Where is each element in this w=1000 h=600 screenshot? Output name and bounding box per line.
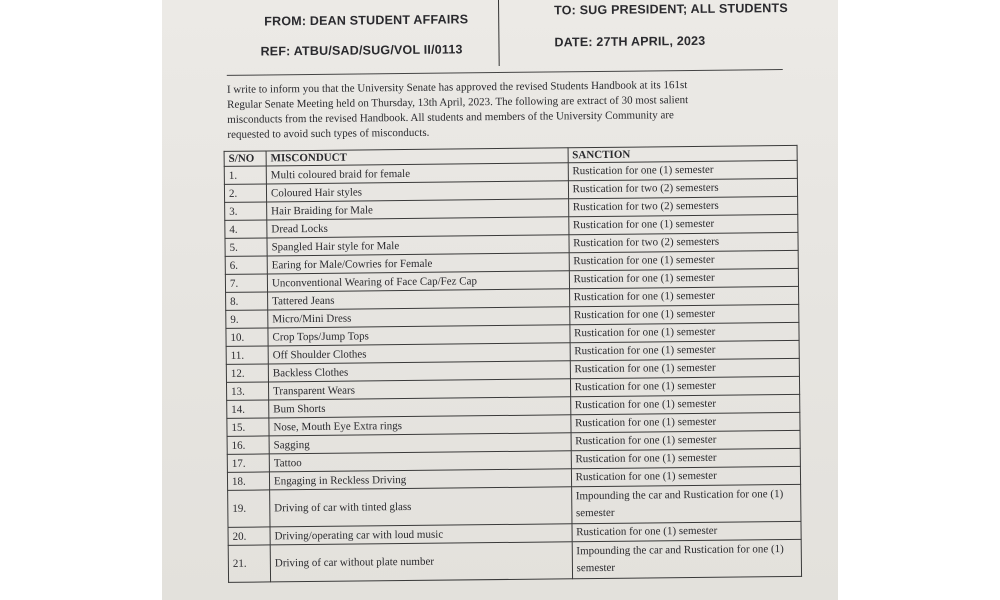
- row-misconduct: Unconventional Wearing of Face Cap/Fez Cap: [267, 271, 569, 292]
- row-sanction: Rustication for one (1) semester: [571, 448, 801, 468]
- row-sanction: Rustication for one (1) semester: [572, 521, 802, 541]
- misconduct-table: [224, 145, 802, 583]
- row-misconduct: Off Shoulder Clothes: [268, 343, 570, 364]
- header-misconduct: MISCONDUCT: [266, 148, 568, 166]
- memo-from: FROM: DEAN STUDENT AFFAIRS: [264, 12, 469, 29]
- row-sno: 16.: [227, 436, 269, 454]
- row-sanction: Rustication for one (1) semester: [570, 358, 800, 378]
- row-sanction: Impounding the car and Rustication for one (1) semester: [571, 484, 801, 523]
- row-misconduct: Engaging in Reckless Driving: [269, 469, 571, 490]
- row-misconduct: Transparent Wears: [268, 379, 570, 400]
- row-sanction: Rustication for one (1) semester: [569, 250, 799, 270]
- row-sno: 6.: [225, 256, 267, 274]
- row-sno: 13.: [226, 382, 268, 400]
- row-sanction: Rustication for two (2) semesters: [569, 232, 799, 252]
- row-sno: 11.: [226, 346, 268, 364]
- row-sanction: Rustication for one (1) semester: [568, 160, 798, 180]
- memo-date: DATE: 27TH APRIL, 2023: [554, 33, 706, 50]
- row-misconduct: Backless Clothes: [268, 361, 570, 382]
- row-sanction: Rustication for one (1) semester: [570, 394, 800, 414]
- row-misconduct: Driving/operating car with loud music: [270, 524, 572, 545]
- row-misconduct: Driving of car with tinted glass: [270, 487, 572, 527]
- row-sno: 17.: [227, 454, 269, 472]
- row-misconduct: Micro/Mini Dress: [268, 307, 570, 328]
- header-sno: S/NO: [224, 151, 266, 166]
- row-misconduct: Sagging: [269, 433, 571, 454]
- row-misconduct: Dread Locks: [267, 217, 569, 238]
- row-misconduct: Bum Shorts: [269, 397, 571, 418]
- row-sno: 19.: [228, 490, 270, 527]
- row-sno: 8.: [226, 292, 268, 310]
- row-misconduct: Multi coloured braid for female: [266, 163, 568, 184]
- row-sno: 2.: [224, 184, 266, 202]
- row-sno: 15.: [227, 418, 269, 436]
- row-sanction: Rustication for one (1) semester: [569, 286, 799, 306]
- row-misconduct: Tattoo: [269, 451, 571, 472]
- row-sanction: Rustication for one (1) semester: [568, 214, 798, 234]
- row-sno: 20.: [228, 527, 270, 545]
- row-sanction: Rustication for one (1) semester: [571, 430, 801, 450]
- row-sanction: Rustication for one (1) semester: [569, 304, 799, 324]
- row-sno: 9.: [226, 310, 268, 328]
- row-sanction: Rustication for one (1) semester: [571, 466, 801, 486]
- row-misconduct: Driving of car without plate number: [270, 542, 572, 582]
- intro-line: I write to inform you that the University Senate has approved the revised Students Handbook at its 161st: [226, 79, 688, 96]
- row-sanction: Impounding the car and Rustication for one (1) semester: [572, 539, 802, 578]
- row-misconduct: Spangled Hair style for Male: [267, 235, 569, 256]
- document-photo: [162, 0, 838, 600]
- intro-line: misconducts from the revised Handbook. All students and members of the University Community are: [227, 109, 674, 126]
- row-sanction: Rustication for one (1) semester: [570, 376, 800, 396]
- header-sanction: SANCTION: [568, 145, 798, 162]
- header-rule: [227, 69, 783, 76]
- row-misconduct: Nose, Mouth Eye Extra rings: [269, 415, 571, 436]
- row-sno: 3.: [225, 202, 267, 220]
- row-sno: 1.: [224, 166, 266, 184]
- row-misconduct: Earing for Male/Cowries for Female: [267, 253, 569, 274]
- table-row: [228, 539, 801, 582]
- intro-paragraph: [227, 77, 784, 143]
- row-sanction: Rustication for two (2) semesters: [568, 196, 798, 216]
- row-sno: 12.: [226, 364, 268, 382]
- row-misconduct: Coloured Hair styles: [266, 181, 568, 202]
- row-sno: 21.: [228, 545, 270, 582]
- row-sno: 5.: [225, 238, 267, 256]
- header-divider: [498, 0, 500, 66]
- row-sno: 18.: [227, 472, 269, 490]
- row-misconduct: Hair Braiding for Male: [267, 199, 569, 220]
- row-sanction: Rustication for one (1) semester: [569, 268, 799, 288]
- row-sanction: Rustication for one (1) semester: [570, 322, 800, 342]
- intro-line: requested to avoid such types of misconducts.: [227, 126, 430, 141]
- row-misconduct: Crop Tops/Jump Tops: [268, 325, 570, 346]
- row-sno: 4.: [225, 220, 267, 238]
- memo-page: [162, 0, 838, 600]
- row-sno: 14.: [227, 400, 269, 418]
- row-misconduct: Tattered Jeans: [267, 289, 569, 310]
- memo-ref: REF: ATBU/SAD/SUG/VOL II/0113: [260, 42, 463, 59]
- intro-line: Regular Senate Meeting held on Thursday, 13th April, 2023. The following are extract of 30 most salient: [227, 94, 689, 111]
- row-sanction: Rustication for two (2) semesters: [568, 178, 798, 198]
- table-row: [228, 484, 801, 527]
- row-sno: 10.: [226, 328, 268, 346]
- row-sno: 7.: [225, 274, 267, 292]
- memo-to: TO: SUG PRESIDENT; ALL STUDENTS: [554, 0, 788, 18]
- row-sanction: Rustication for one (1) semester: [570, 412, 800, 432]
- row-sanction: Rustication for one (1) semester: [570, 340, 800, 360]
